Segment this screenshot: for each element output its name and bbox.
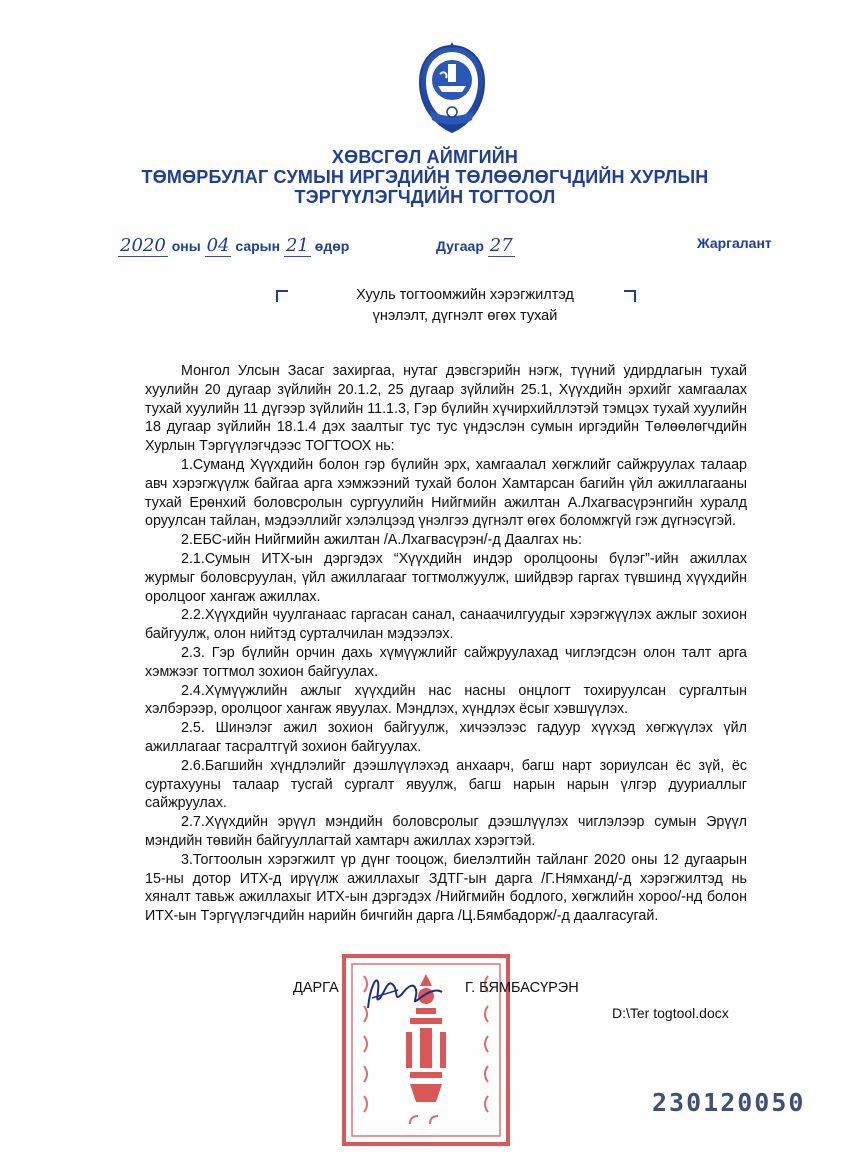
handwritten-signature-icon	[358, 968, 448, 1018]
header-soum-council: ТӨМӨРБУЛАГ СУМЫН ИРГЭДИЙН ТӨЛӨӨЛӨГЧДИЙН ХУРЛЫН	[141, 167, 709, 187]
date-day-suffix: өдөр	[314, 238, 350, 254]
header-aimag: ХӨВСГӨЛ АЙМГИЙН	[331, 147, 519, 167]
resolution-date	[118, 235, 349, 257]
body-item-2-7: 2.7.Хүүхдийн эрүүл мэндийн боловсролыг дээшлүүлэх чиглэлээр сумын Эрүүл мэндийн төвийн байгууллагтай хамтарч ажиллах хэрэгтэй.	[145, 814, 747, 849]
resolution-body	[145, 362, 747, 926]
body-item-2-3: 2.3. Гэр бүлийн орчин дахь хүмүүжлийг сайжруулахад чиглэгдсэн олон талт арга хэмжээг тогтмол зохион байгуулах.	[145, 644, 747, 680]
date-year: 2020	[120, 235, 166, 256]
body-item-2-2: 2.2.Хүүхдийн чуулганаас гаргасан санал, санаачилгуудыг хэрэгжүүлэх ажлыг зохион байгуулж, олон нийтэд сурталчилан мэдээлэх.	[145, 607, 747, 643]
state-emblem-icon	[412, 40, 492, 140]
resolution-number	[436, 235, 515, 257]
number-label: Дугаар	[436, 238, 484, 254]
serial-number: 230120050	[652, 1088, 806, 1117]
body-intro: Монгол Улсын Засаг захиргаа, нутаг дэвсгэрийн нэгж, түүний удирдлагын тухай хуулийн 20 дугаар зүйлийн 20.1.2, 25 дугаар зүйлийн 25.1, Хүүхдийн эрхийг хамгаалах тухай хуулийн 11 дүгээр зүйлийн 11.1.3, Гэр бүлийн хүчирхийллэтэй тэмцэх тухай хуулийн 18 дугаар зүйлийн 18.1.4 дэх заалтыг тус тус үндэслэн сумын иргэдийн Төлөөлөгчдийн Хурлын Тэргүүлэгчдээс ТОГТООХ нь:	[145, 363, 747, 455]
resolution-place: Жаргалант	[697, 235, 772, 251]
file-path: D:\Ter togtool.docx	[612, 1005, 729, 1021]
body-item-2: 2.ЕБС-ийн Нийгмийн ажилтан /А.Лхагвасүрэн/-д Даалгах нь:	[181, 532, 582, 549]
date-day: 21	[285, 235, 309, 256]
subject-line-2: үнэлэлт, дүгнэлт өгөх тухай	[372, 308, 558, 324]
body-item-1: 1.Суманд Хүүхдийн болон гэр бүлийн эрх, хамгаалал хөгжлийг сайжруулах талаар авч хэрэгжүүлж байгаа арга хэмжээний тухай болон Хамтарсан багийн үйл ажиллагааны тухай Ерөнхий боловсролын сургуулийн Нийгмийн ажилтан А.Лхагвасүрэнгийн хуралд оруулсан тайлан, мэдээллийг хэлэлцээд үнэлгээ дүгнэлт өгөх боломжгүй гэж дүгнэсүгэй.	[145, 456, 747, 530]
body-item-2-1: 2.1.Сумын ИТХ-ын дэргэдэх “Хүүхдийн индэр оролцооны бүлэг”-ийн ажиллах журмыг боловсруулан, үйл ажиллагааг тогтмолжуулж, шийдвэр гаргах түвшинд хүүхдийн оролцоог хангаж ажиллах.	[145, 550, 747, 605]
body-item-2-5: 2.5. Шинэлэг ажил зохион байгуулж, хичээлээс гадуур хүүхэд хөгжүүлэх үйл ажиллагааг тасралтгүй зохион байгуулах.	[145, 720, 747, 755]
body-item-3: 3.Тогтоолын хэрэгжилт үр дүнг тооцож, биелэлтийн тайланг 2020 оны 12 дугаарын 15-ны дотор ИТХ-д ирүүлж ажиллахыг ЗДТГ-ын дарга /Г.Нямханд/-д хэрэгжилтэд нь хяналт тавьж ажиллахыг ИТХ-ын дэргэдэх /Нийгмийн бодлого, хөгжлийн хороо/-нд болон ИТХ-ын Тэргүүлэгчдийн нарийн бичгийн дарга /Ц.Бямбадорж/-д даалгасугай.	[145, 851, 747, 925]
signatory-title: ДАРГА	[293, 980, 339, 996]
date-year-suffix: оны	[171, 238, 201, 254]
header-resolution-title: ТЭРГҮҮЛЭГЧДИЙН ТОГТООЛ	[294, 187, 556, 207]
signatory-name: Г. БЯМБАСҮРЭН	[465, 980, 579, 996]
subject-line-1: Хууль тогтоомжийн хэрэгжилтэд	[356, 287, 574, 303]
number-value: 27	[489, 235, 513, 256]
body-item-2-6: 2.6.Багшийн хүндлэлийг дээшлүүлэхэд анхаарч, багш нарт зориулсан ёс зүй, ёс суртахууны талаар тусгай сургалт явуулж, багш нарын нарын үлгэр дууриаллыг сайжруулах.	[145, 757, 747, 812]
date-month-suffix: сарын	[235, 238, 281, 254]
body-item-2-4: 2.4.Хүмүүжлийн ажлыг хүүхдийн нас насны онцлогт тохируулсан сургалтын хэлбэрээр, оролцоог хангаж явуулах. Мэндлэх, хүндлэх ёсыг хэвшүүлэх.	[145, 682, 747, 718]
date-month: 04	[206, 235, 230, 256]
